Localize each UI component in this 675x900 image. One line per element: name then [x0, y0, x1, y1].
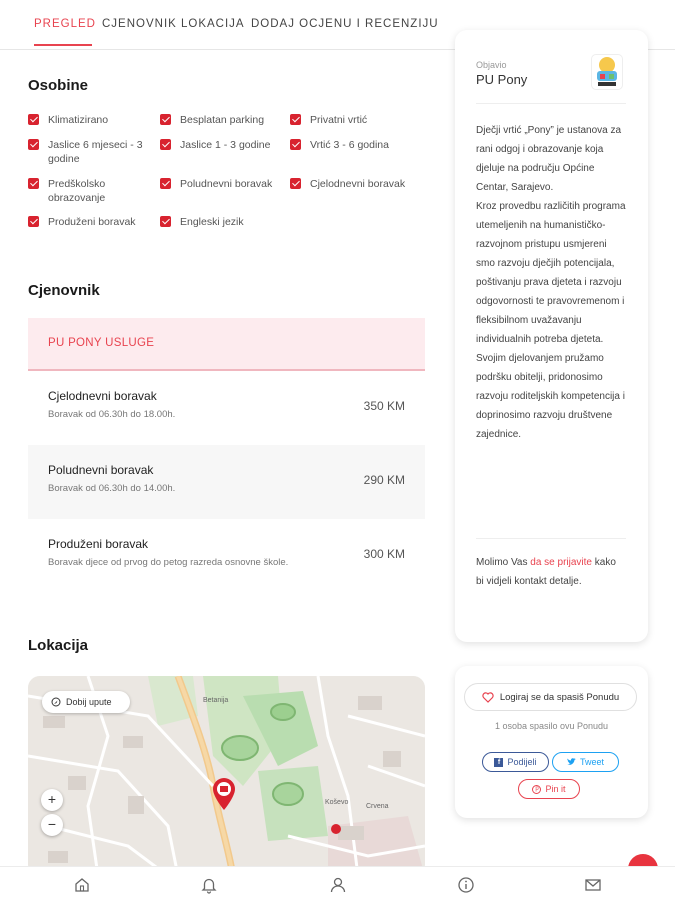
directions-label: Dobij upute [66, 697, 112, 707]
pricelist-group-header: PU PONY USLUGE [28, 318, 425, 371]
price-row [28, 445, 425, 519]
map-label: Betanija [203, 697, 229, 704]
login-link[interactable]: da se prijavite [530, 557, 592, 568]
checkbox-checked-icon [28, 178, 39, 189]
feature-item: Vrtić 3 - 6 godina [290, 138, 420, 152]
feature-item: Klimatizirano [28, 113, 153, 127]
bell-icon[interactable] [200, 876, 218, 894]
tab-lokacija[interactable]: LOKACIJA [181, 18, 245, 30]
price-row-desc: Boravak djece od prvog do petog razreda osnovne škole. [48, 557, 289, 568]
save-offer-button[interactable]: Logiraj se da spasiš Ponudu [464, 683, 637, 711]
zoom-in-button[interactable]: + [41, 789, 63, 811]
price-row [28, 371, 425, 445]
directions-button[interactable] [42, 691, 130, 713]
map[interactable] [28, 676, 425, 876]
feature-item: Engleski jezik [160, 215, 285, 229]
feature-item: Privatni vrtić [290, 113, 420, 127]
save-count: 1 osoba spasilo ovu Ponudu [494, 721, 609, 731]
publisher-description: Dječji vrtić „Pony” je ustanova za rani odgoj i obrazovanje koja djeluje na području Općine Centar, Sarajevo. Kroz provedbu različitih programa utemeljenih na humanističko-razvojnom pristupu usmjereni smo razvoju dječjih potencijala, poštivanju prava djeteta i razvoju odgovornosti te pravovremenom i fleksibilnom uvažavanju individualnih potreba djeteta. Svojim djelovanjem pružamo podršku obitelji, pridonosimo razvoju roditeljskih kompetencija i doprinosimo razvoju društvene zajednice. [476, 125, 626, 440]
pricelist-title: Cjenovnik [28, 282, 100, 299]
published-by-label: Objavio [476, 60, 507, 70]
price-row-price: 300 KM [363, 547, 405, 561]
price-row-desc: Boravak od 06.30h do 14.00h. [48, 483, 176, 494]
map-pin-icon[interactable] [211, 777, 237, 811]
active-tab-indicator [34, 44, 92, 46]
tab-dodaj-ocjenu[interactable]: DODAJ OCJENU I RECENZIJU [251, 18, 439, 30]
home-icon[interactable] [73, 876, 91, 894]
checkbox-checked-icon [160, 178, 171, 189]
share-pinterest-button[interactable]: p Pin it [518, 779, 580, 799]
feature-item: Predškolsko obrazovanje [28, 177, 143, 205]
checkbox-checked-icon [290, 178, 301, 189]
feature-item: Produženi boravak [28, 215, 155, 229]
share-twitter-button[interactable]: Tweet [552, 752, 619, 772]
features-title: Osobine [28, 77, 89, 94]
publisher-name[interactable]: PU Pony [476, 72, 528, 87]
share-facebook-button[interactable]: f Podijeli [482, 752, 549, 772]
tab-cjenovnik[interactable]: CJENOVNIK [102, 18, 177, 30]
checkbox-checked-icon [28, 114, 39, 125]
feature-item: Jaslice 6 mjeseci - 3 godine [28, 138, 155, 166]
pinterest-icon: p [532, 785, 541, 794]
divider [476, 103, 626, 104]
checkbox-checked-icon [28, 216, 39, 227]
bottom-nav [0, 866, 675, 900]
price-row [28, 519, 425, 593]
zoom-out-button[interactable]: − [41, 814, 63, 836]
price-row-desc: Boravak od 06.30h do 18.00h. [48, 409, 176, 420]
price-row-price: 290 KM [363, 473, 405, 487]
mail-icon[interactable] [584, 876, 602, 894]
price-row-price: 350 KM [363, 399, 405, 413]
checkbox-checked-icon [28, 139, 39, 150]
price-row-name: Cjelodnevni boravak [48, 389, 157, 403]
checkbox-checked-icon [160, 216, 171, 227]
location-title: Lokacija [28, 637, 89, 654]
login-prompt: Molimo Vas da se prijavite kako bi vidjeli kontakt detalje. [476, 557, 616, 587]
checkbox-checked-icon [290, 114, 301, 125]
tab-pregled[interactable]: PREGLED [34, 18, 96, 30]
divider [476, 538, 626, 539]
info-icon[interactable] [457, 876, 475, 894]
publisher-logo[interactable] [592, 55, 622, 89]
checkbox-checked-icon [160, 139, 171, 150]
price-row-name: Poludnevni boravak [48, 463, 154, 477]
user-icon[interactable] [329, 876, 347, 894]
feature-item: Cjelodnevni boravak [290, 177, 425, 191]
map-label: Koševo [325, 799, 349, 806]
feature-item: Poludnevni boravak [160, 177, 290, 191]
feature-item: Besplatan parking [160, 113, 285, 127]
heart-icon [482, 692, 494, 703]
feature-item: Jaslice 1 - 3 godine [160, 138, 285, 152]
map-label: Crvena [366, 803, 389, 810]
facebook-icon: f [494, 758, 503, 767]
compass-icon [51, 697, 61, 707]
checkbox-checked-icon [290, 139, 301, 150]
price-row-name: Produženi boravak [48, 537, 149, 551]
checkbox-checked-icon [160, 114, 171, 125]
twitter-icon [567, 758, 576, 766]
pony-logo-icon [592, 55, 622, 89]
